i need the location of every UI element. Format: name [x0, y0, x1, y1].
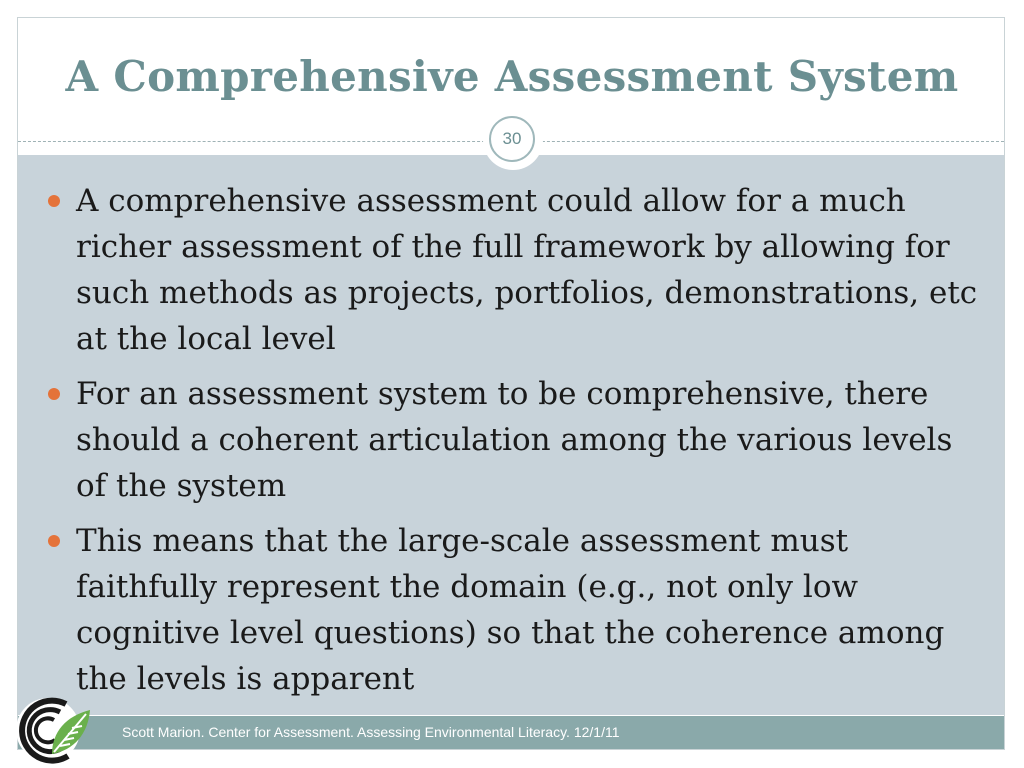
- slide-title: A Comprehensive Assessment System: [65, 52, 959, 101]
- bullet-item: [48, 518, 978, 702]
- bullet-marker-icon: [48, 195, 60, 207]
- bullet-marker-icon: [48, 535, 60, 547]
- center-for-assessment-logo-icon: [8, 688, 104, 768]
- page-number-badge: 30: [489, 116, 535, 162]
- bullet-list: [48, 178, 978, 711]
- bullet-item: [48, 371, 978, 509]
- bullet-text: This means that the large-scale assessment must faithfully represent the domain (e.g., not only low cognitive level questions) so that the coherence among the levels is apparent: [76, 523, 945, 697]
- bullet-text: For an assessment system to be comprehensive, there should a coherent articulation among the various levels of the system: [76, 376, 953, 504]
- bullet-item: [48, 178, 978, 362]
- bullet-marker-icon: [48, 388, 60, 400]
- bullet-text: A comprehensive assessment could allow for a much richer assessment of the full framework by allowing for such methods as projects, portfolios, demonstrations, etc at the local level: [76, 183, 978, 357]
- footer-text: Scott Marion. Center for Assessment. Assessing Environmental Literacy. 12/1/11: [122, 724, 620, 740]
